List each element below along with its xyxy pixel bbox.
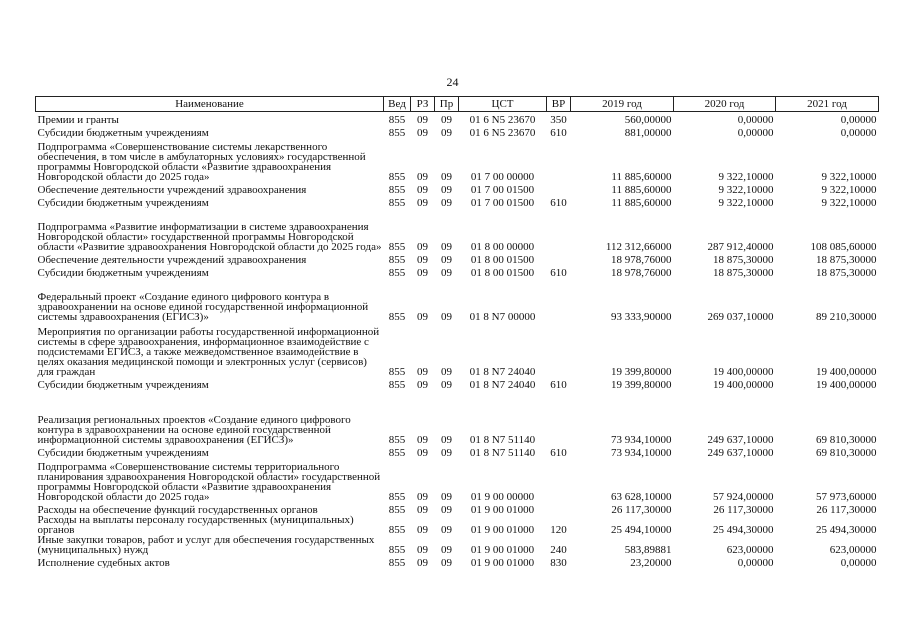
cell-ved: 855	[388, 379, 406, 391]
cell-rz: 09	[417, 504, 428, 516]
cell-name: Субсидии бюджетным учреждениям	[37, 127, 209, 138]
cell-pr: 09	[441, 171, 452, 183]
table-row	[36, 138, 879, 182]
cell-2021: 69 810,30000	[816, 447, 877, 459]
cell-2019: 26 117,30000	[611, 504, 672, 516]
cell-2020: 249 637,10000	[707, 447, 774, 459]
cell-2020: 9 322,10000	[718, 197, 774, 209]
cell-vr: 610	[550, 447, 567, 459]
cell-ved: 855	[388, 171, 406, 183]
cell-vr	[547, 208, 571, 252]
cell-vr: 610	[550, 127, 567, 139]
cell-vr: 240	[550, 544, 567, 556]
cell-2020: 623,00000	[726, 544, 774, 556]
cell-2019: 63 628,10000	[611, 491, 672, 503]
header-cst: ЦСТ	[459, 97, 547, 112]
cell-vr	[547, 322, 571, 377]
cell-vr: 610	[550, 197, 567, 209]
cell-cst: 01 8 00 01500	[470, 254, 535, 266]
cell-2020: 18 875,30000	[713, 267, 774, 279]
cell-2021: 25 494,30000	[816, 524, 877, 536]
cell-ved: 855	[388, 524, 406, 536]
cell-name: Реализация региональных проектов «Создание единого цифрового контура в здравоохранении на основе единой государственной информационной системы здравоохранения (ЕГИСЗ)»	[37, 414, 351, 445]
table-row	[36, 377, 879, 390]
cell-rz: 09	[417, 447, 428, 459]
cell-rz: 09	[417, 171, 428, 183]
table-row	[36, 458, 879, 502]
cell-pr: 09	[441, 434, 452, 446]
cell-2020: 287 912,40000	[707, 241, 774, 253]
cell-cst: 01 9 00 01000	[470, 557, 535, 569]
cell-rz: 09	[417, 557, 428, 569]
cell-rz: 09	[417, 241, 428, 253]
header-vr: ВР	[547, 97, 571, 112]
cell-name: Премии и гранты	[37, 114, 119, 125]
cell-2019: 23,20000	[630, 557, 672, 569]
table-row	[36, 195, 879, 208]
cell-2021: 18 875,30000	[816, 254, 877, 266]
cell-rz: 09	[417, 184, 428, 196]
cell-pr: 09	[441, 524, 452, 536]
cell-cst: 01 8 N7 51140	[469, 434, 536, 446]
cell-name: Расходы на обеспечение функций государственных органов	[37, 504, 318, 515]
cell-pr: 09	[441, 447, 452, 459]
cell-2020: 57 924,00000	[713, 491, 774, 503]
cell-ved: 855	[388, 504, 406, 516]
cell-pr: 09	[441, 241, 452, 253]
cell-vr	[547, 390, 571, 445]
table-row	[36, 278, 879, 322]
page-number: 24	[446, 75, 459, 89]
cell-vr	[547, 458, 571, 502]
table-row	[36, 555, 879, 568]
cell-ved: 855	[388, 254, 406, 266]
cell-2021: 9 322,10000	[821, 184, 877, 196]
cell-2019: 18 978,76000	[611, 267, 672, 279]
cell-2020: 0,00000	[737, 557, 774, 569]
table-row	[36, 515, 879, 535]
cell-rz: 09	[417, 379, 428, 391]
cell-vr: 350	[550, 114, 567, 126]
cell-pr: 09	[441, 379, 452, 391]
table-row	[36, 112, 879, 126]
cell-2021: 19 400,00000	[816, 366, 877, 378]
cell-2019: 583,89881	[624, 544, 672, 556]
table-row	[36, 125, 879, 138]
cell-2019: 11 885,60000	[611, 197, 672, 209]
table-row	[36, 322, 879, 377]
cell-ved: 855	[388, 557, 406, 569]
cell-2020: 9 322,10000	[718, 184, 774, 196]
cell-cst: 01 9 00 01000	[470, 504, 535, 516]
cell-name: Подпрограмма «Совершенствование системы лекарственного обеспечения, в том числе в амбулаторных условиях» государственной программы Новгородской области «Развитие здравоохранения Новгородской области до 2025 года»	[37, 141, 366, 182]
cell-name: Субсидии бюджетным учреждениям	[37, 197, 209, 208]
cell-rz: 09	[417, 197, 428, 209]
cell-2020: 26 117,30000	[713, 504, 774, 516]
table-row	[36, 445, 879, 458]
cell-2020: 19 400,00000	[713, 379, 774, 391]
cell-ved: 855	[388, 447, 406, 459]
cell-2020: 0,00000	[737, 114, 774, 126]
cell-name: Иные закупки товаров, работ и услуг для обеспечения государственных (муниципальных) нужд	[37, 535, 375, 555]
cell-ved: 855	[388, 434, 406, 446]
cell-2020: 269 037,10000	[707, 311, 774, 323]
table-row	[36, 502, 879, 515]
cell-name: Мероприятия по организации работы государственной информационной системы в сфере здравоохранения, информационное взаимодействие с подсистемами ЕГИСЗ, а также межведомственное взаимодействие в целях оказания медицинской помощи и электронных услуг (сервисов) для граждан	[37, 326, 380, 377]
cell-pr: 09	[441, 491, 452, 503]
header-name: Наименование	[36, 97, 384, 112]
cell-vr	[547, 502, 571, 515]
cell-pr: 09	[441, 127, 452, 139]
table-header-row	[36, 97, 879, 112]
cell-2019: 112 312,66000	[605, 241, 672, 253]
cell-pr: 09	[441, 184, 452, 196]
cell-name: Субсидии бюджетным учреждениям	[37, 447, 209, 458]
cell-vr: 610	[550, 379, 567, 391]
cell-cst: 01 8 N7 51140	[469, 447, 536, 459]
cell-ved: 855	[388, 184, 406, 196]
cell-pr: 09	[441, 544, 452, 556]
cell-ved: 855	[388, 267, 406, 279]
cell-2019: 881,00000	[624, 127, 672, 139]
cell-rz: 09	[417, 434, 428, 446]
cell-2021: 0,00000	[840, 557, 877, 569]
cell-name: Обеспечение деятельности учреждений здравоохранения	[37, 254, 307, 265]
cell-pr: 09	[441, 197, 452, 209]
cell-2021: 89 210,30000	[816, 311, 877, 323]
cell-ved: 855	[388, 366, 406, 378]
cell-pr: 09	[441, 267, 452, 279]
cell-rz: 09	[417, 366, 428, 378]
cell-vr: 830	[550, 557, 567, 569]
cell-name: Субсидии бюджетным учреждениям	[37, 267, 209, 278]
cell-ved: 855	[388, 491, 406, 503]
cell-rz: 09	[417, 311, 428, 323]
cell-name: Исполнение судебных актов	[37, 557, 170, 568]
table-row	[36, 390, 879, 445]
cell-2020: 249 637,10000	[707, 434, 774, 446]
header-rz: РЗ	[411, 97, 435, 112]
cell-2020: 25 494,30000	[713, 524, 774, 536]
cell-name: Расходы на выплаты персоналу государственных (муниципальных) органов	[37, 515, 354, 535]
table-row	[36, 182, 879, 195]
header-2020: 2020 год	[674, 97, 776, 112]
cell-2019: 19 399,80000	[611, 379, 672, 391]
table-body	[36, 112, 879, 569]
header-pr: Пр	[435, 97, 459, 112]
cell-name: Подпрограмма «Развитие информатизации в системе здравоохранения Новгородской области» государственной программы Новгородской области «Развитие здравоохранения Новгородской области до 2025 года»	[37, 221, 382, 252]
cell-rz: 09	[417, 267, 428, 279]
cell-vr: 120	[550, 524, 567, 536]
cell-cst: 01 8 00 00000	[470, 241, 535, 253]
table-row	[36, 252, 879, 265]
table-row	[36, 208, 879, 252]
cell-rz: 09	[417, 524, 428, 536]
cell-name: Подпрограмма «Совершенствование системы территориального планирования здравоохранения Новгородской области» государственной программы Новгородской области «Развитие здравоохранения Новгородской области до 2025 года»	[37, 461, 381, 502]
cell-2020: 0,00000	[737, 127, 774, 139]
cell-cst: 01 7 00 00000	[470, 171, 535, 183]
cell-ved: 855	[388, 241, 406, 253]
cell-2021: 18 875,30000	[816, 267, 877, 279]
header-2021: 2021 год	[776, 97, 879, 112]
cell-vr	[547, 278, 571, 322]
cell-pr: 09	[441, 114, 452, 126]
cell-ved: 855	[388, 311, 406, 323]
cell-2021: 623,00000	[829, 544, 877, 556]
cell-pr: 09	[441, 311, 452, 323]
cell-2021: 0,00000	[840, 127, 877, 139]
cell-2020: 19 400,00000	[713, 366, 774, 378]
cell-2021: 9 322,10000	[821, 197, 877, 209]
cell-ved: 855	[388, 114, 406, 126]
cell-2021: 0,00000	[840, 114, 877, 126]
cell-2019: 18 978,76000	[611, 254, 672, 266]
cell-cst: 01 8 00 01500	[470, 267, 535, 279]
cell-vr	[547, 252, 571, 265]
cell-name: Субсидии бюджетным учреждениям	[37, 379, 209, 390]
header-2019: 2019 год	[571, 97, 674, 112]
cell-pr: 09	[441, 366, 452, 378]
cell-cst: 01 8 N7 24040	[469, 366, 536, 378]
cell-vr	[547, 182, 571, 195]
cell-ved: 855	[388, 544, 406, 556]
cell-2019: 73 934,10000	[611, 447, 672, 459]
cell-rz: 09	[417, 127, 428, 139]
cell-cst: 01 8 N7 24040	[469, 379, 536, 391]
cell-rz: 09	[417, 544, 428, 556]
cell-cst: 01 8 N7 00000	[469, 311, 536, 323]
cell-rz: 09	[417, 254, 428, 266]
cell-2021: 19 400,00000	[816, 379, 877, 391]
cell-2019: 560,00000	[624, 114, 672, 126]
cell-2020: 18 875,30000	[713, 254, 774, 266]
cell-cst: 01 6 N5 23670	[469, 127, 536, 139]
cell-rz: 09	[417, 114, 428, 126]
cell-pr: 09	[441, 557, 452, 569]
cell-cst: 01 7 00 01500	[470, 184, 535, 196]
cell-2021: 69 810,30000	[816, 434, 877, 446]
table-row	[36, 265, 879, 278]
cell-2020: 9 322,10000	[718, 171, 774, 183]
cell-2019: 93 333,90000	[611, 311, 672, 323]
cell-cst: 01 6 N5 23670	[469, 114, 536, 126]
cell-name: Федеральный проект «Создание единого цифрового контура в здравоохранении на основе единой государственной информационной системы здравоохранения (ЕГИСЗ)»	[37, 291, 369, 322]
cell-vr	[547, 138, 571, 182]
cell-ved: 855	[388, 197, 406, 209]
cell-cst: 01 9 00 00000	[470, 491, 535, 503]
cell-rz: 09	[417, 491, 428, 503]
cell-pr: 09	[441, 504, 452, 516]
cell-2021: 57 973,60000	[816, 491, 877, 503]
cell-2019: 19 399,80000	[611, 366, 672, 378]
header-ved: Вед	[384, 97, 411, 112]
cell-cst: 01 7 00 01500	[470, 197, 535, 209]
cell-2019: 11 885,60000	[611, 171, 672, 183]
cell-vr: 610	[550, 267, 567, 279]
cell-ved: 855	[388, 127, 406, 139]
cell-2021: 26 117,30000	[816, 504, 877, 516]
cell-cst: 01 9 00 01000	[470, 544, 535, 556]
budget-table	[35, 96, 879, 568]
cell-pr: 09	[441, 254, 452, 266]
cell-cst: 01 9 00 01000	[470, 524, 535, 536]
cell-2019: 11 885,60000	[611, 184, 672, 196]
cell-2019: 25 494,10000	[611, 524, 672, 536]
cell-name: Обеспечение деятельности учреждений здравоохранения	[37, 184, 307, 195]
table-row	[36, 535, 879, 555]
cell-2021: 108 085,60000	[810, 241, 877, 253]
cell-2021: 9 322,10000	[821, 171, 877, 183]
cell-2019: 73 934,10000	[611, 434, 672, 446]
